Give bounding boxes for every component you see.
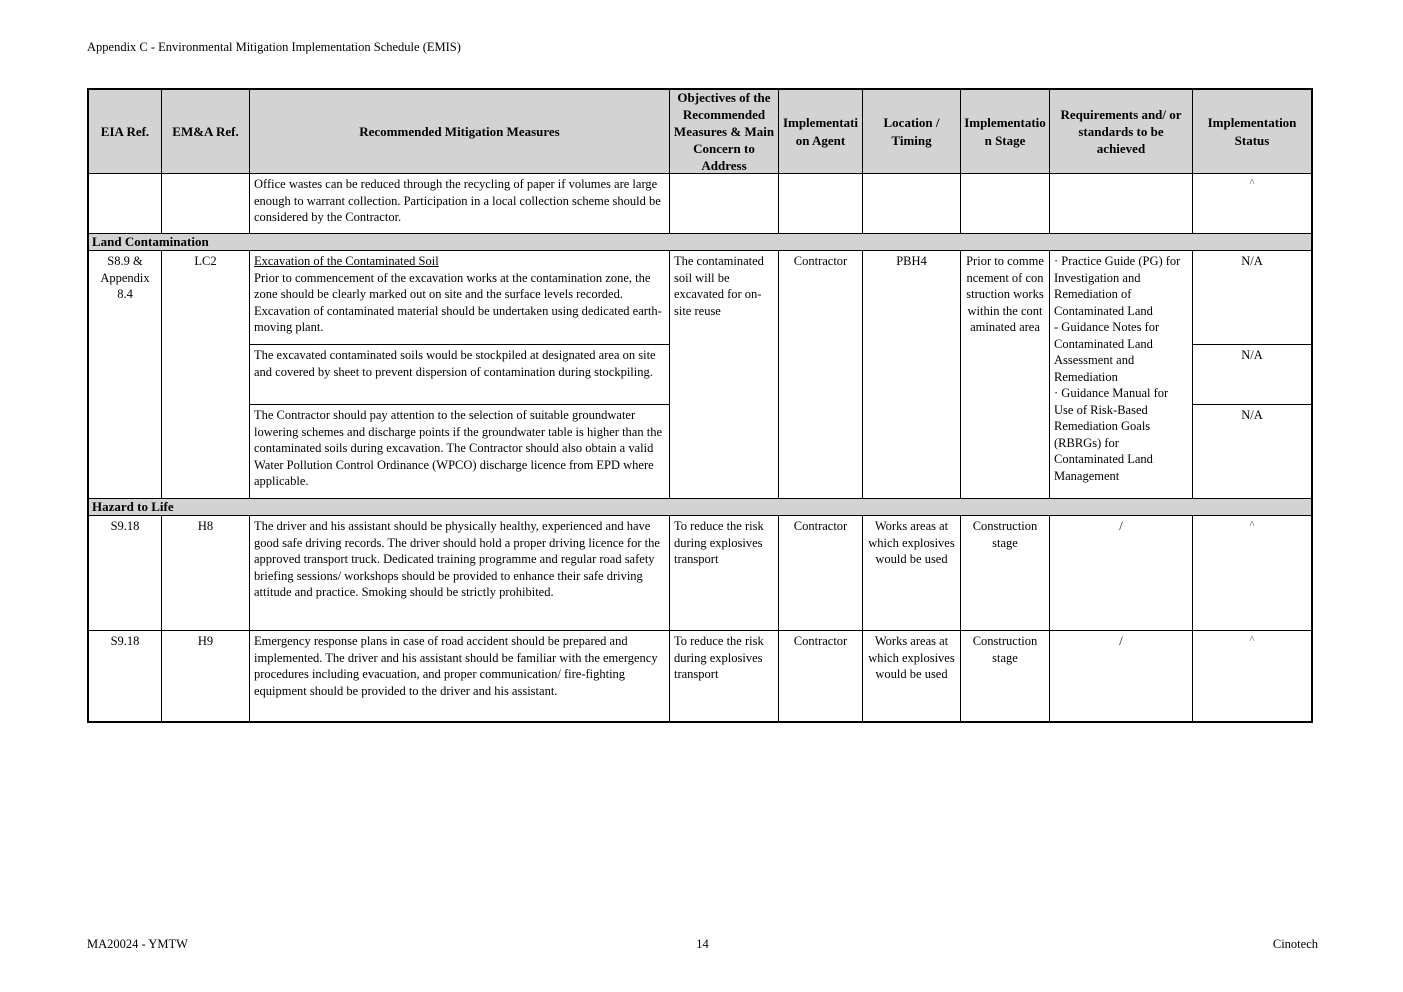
- col-header-requirements: Requirements and/ or standards to be achieved: [1050, 90, 1193, 173]
- requirement-item: - Guidance Notes for Contaminated Land Assessment and Remediation: [1054, 320, 1160, 384]
- cell-mitigation-measure: The driver and his assistant should be physically healthy, experienced and have good safe driving records. The driver should hold a proper driving licence for the approved transport truck. Dedicated training programme and regular road safety briefing sessions/ workshops should be provided to enhance their safe driving attitude and practice. Smoking should be strictly prohibited.: [250, 516, 670, 630]
- cell-status-group: [1193, 251, 1311, 498]
- col-header-implementation-agent: Implementation Agent: [779, 90, 863, 173]
- cell-eia-ref: S9.18: [89, 631, 162, 721]
- cell-ema-ref-empty: [162, 174, 250, 233]
- cell-eia-ref-empty: [89, 174, 162, 233]
- section-row-hazard-to-life: [89, 499, 1311, 516]
- measure-paragraph: Prior to commencement of the excavation works at the contamination zone, the zone should be clearly marked out on site and the surface levels recorded. Excavation of contaminated material should be undertaken using dedicated earth-moving plant.: [254, 270, 662, 334]
- cell-location-timing: PBH4: [863, 251, 961, 498]
- cell-ema-ref: LC2: [162, 251, 250, 498]
- table-row-h9: [89, 631, 1311, 721]
- cell-status: ^: [1249, 177, 1255, 189]
- table-row-lc2: [89, 251, 1311, 499]
- col-header-location-timing: Location / Timing: [863, 90, 961, 173]
- requirement-item: · Guidance Manual for Use of Risk-Based Remediation Goals (RBRGs) for Contaminated Land Management: [1054, 386, 1169, 483]
- measure-paragraph: The Contractor should pay attention to the selection of suitable groundwater lowering schemes and discharge points if the groundwater table is higher than the contaminated soils during excavation. The Contractor should also obtain a valid Water Pollution Control Ordinance (WPCO) discharge licence from EPD where applicable.: [254, 408, 662, 488]
- cell-stage: Prior to commencement of construction works within the contaminated area: [961, 251, 1050, 498]
- table-row-continuation: [89, 174, 1311, 234]
- page-footer: [87, 937, 1318, 952]
- cell-stage-empty: [961, 174, 1050, 233]
- footer-page-number: 14: [696, 937, 709, 951]
- cell-requirements: [1050, 251, 1193, 498]
- section-row-land-contamination: [89, 234, 1311, 251]
- status-subcell-3: N/A: [1241, 408, 1263, 422]
- requirement-item: · Practice Guide (PG) for Investigation and Remediation of Contaminated Land: [1054, 254, 1181, 318]
- cell-eia-ref: S9.18: [89, 516, 162, 630]
- cell-objectives: To reduce the risk during explosives transport: [670, 631, 779, 721]
- cell-requirements: /: [1050, 516, 1193, 630]
- col-header-ema-ref: EM&A Ref.: [162, 90, 250, 173]
- col-header-objectives: Objectives of the Recommended Measures & Main Concern to Address: [670, 90, 779, 173]
- cell-requirements-empty: [1050, 174, 1193, 233]
- cell-location-timing: Works areas at which explosives would be used: [863, 631, 961, 721]
- cell-agent: Contractor: [779, 631, 863, 721]
- cell-agent: Contractor: [779, 251, 863, 498]
- cell-location-timing: Works areas at which explosives would be used: [863, 516, 961, 630]
- measure-paragraph: The excavated contaminated soils would be stockpiled at designated area on site and covered by sheet to prevent dispersion of contamination during stockpiling.: [254, 348, 656, 379]
- emis-table: [87, 88, 1313, 723]
- cell-mitigation-measure: Office wastes can be reduced through the recycling of paper if volumes are large enough to warrant collection. Participation in a local collection scheme should be considered by the Contractor.: [250, 174, 670, 233]
- measure-heading: Excavation of the Contaminated Soil: [254, 254, 439, 268]
- cell-status: ^: [1249, 634, 1255, 646]
- cell-location-empty: [863, 174, 961, 233]
- status-subcell-2: N/A: [1193, 345, 1311, 405]
- cell-ema-ref: H9: [162, 631, 250, 721]
- cell-stage: Construction stage: [961, 516, 1050, 630]
- cell-objectives: The contaminated soil will be excavated for on-site reuse: [670, 251, 779, 498]
- cell-agent-empty: [779, 174, 863, 233]
- table-header-row: [89, 90, 1311, 174]
- measure-subcell-2: [250, 345, 669, 405]
- col-header-mitigation-measures: Recommended Mitigation Measures: [250, 90, 670, 173]
- cell-agent: Contractor: [779, 516, 863, 630]
- footer-company-name: Cinotech: [1272, 937, 1318, 951]
- measure-subcell-1: [250, 251, 669, 345]
- table-row-h8: [89, 516, 1311, 631]
- cell-objectives: To reduce the risk during explosives transport: [670, 516, 779, 630]
- cell-ema-ref: H8: [162, 516, 250, 630]
- col-header-eia-ref: EIA Ref.: [89, 90, 162, 173]
- section-title: Hazard to Life: [92, 499, 174, 514]
- page-title: Appendix C - Environmental Mitigation Implementation Schedule (EMIS): [87, 40, 461, 54]
- cell-mitigation-measure: Emergency response plans in case of road accident should be prepared and implemented. The driver and his assistant should be familiar with the emergency procedures including evacuation, and proper communication/ fire-fighting equipment should be provided to the driver and his assistant.: [250, 631, 670, 721]
- status-subcell-1: N/A: [1193, 251, 1311, 345]
- cell-status: ^: [1249, 519, 1255, 531]
- footer-project-code: MA20024 - YMTW: [87, 937, 188, 951]
- cell-objectives-empty: [670, 174, 779, 233]
- col-header-implementation-stage: Implementation Stage: [961, 90, 1050, 173]
- cell-eia-ref: S8.9 & Appendix 8.4: [89, 251, 162, 498]
- measure-subcell-3: [250, 405, 669, 498]
- section-title: Land Contamination: [92, 234, 209, 249]
- cell-stage: Construction stage: [961, 631, 1050, 721]
- cell-mitigation-measures-group: [250, 251, 670, 498]
- cell-requirements: /: [1050, 631, 1193, 721]
- col-header-implementation-status: Implementation Status: [1207, 115, 1297, 148]
